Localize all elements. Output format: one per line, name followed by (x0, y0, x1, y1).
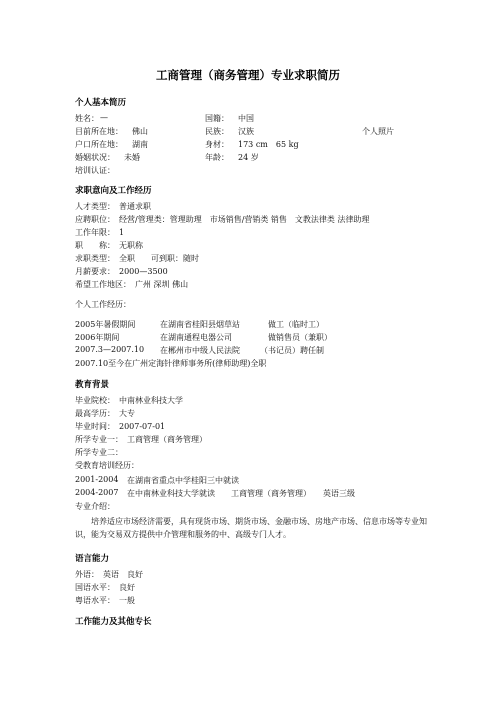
education-line: 毕业院校： 中南林业科技大学 (75, 396, 183, 405)
education-line: 所学专业二： (75, 448, 123, 457)
experience-period: 2005年暑假期间 (75, 320, 136, 329)
education-line: 所学专业一： 工商管理（商务管理） (75, 435, 207, 444)
section-heading-basic: 个人基本简历 (75, 98, 127, 108)
photo-label: 个人照片 (362, 127, 394, 136)
experience-role: （书记员）聘任制 (260, 346, 324, 355)
language-line: 国语水平： 良好 (75, 583, 135, 592)
experience-role: 做工（临时工） (268, 320, 324, 329)
section-heading-language: 语言能力 (75, 554, 110, 564)
education-line: 毕业时间： 2007-07-01 (75, 422, 166, 431)
section-heading-intent: 求职意向及工作经历 (75, 186, 152, 196)
nationality-value: 中国 (238, 114, 254, 123)
intent-line: 希望工作地区： 广州 深圳 佛山 (75, 280, 189, 289)
age-value: 24 岁 (238, 153, 259, 162)
intent-line: 工作年限： 1 (75, 228, 125, 237)
language-line: 粤语水平： 一般 (75, 596, 135, 605)
section-heading-education: 教育背景 (75, 380, 110, 390)
experience-place: 在郴州市中级人民法院 (160, 346, 240, 355)
education-line: 受教育培训经历： (75, 461, 139, 470)
intent-line: 月薪要求： 2000—3500 (75, 267, 168, 276)
education-history-text: 在中南林业科技大学就读 工商管理（商务管理） 英语三级 (127, 489, 355, 498)
major-intro-body: 培养适应市场经济需要，具有现货市场、期货市场、金融市场、房地产市场、信息市场等专业知识，能为交易双方提供中介管理和服务的中、高级专门人才。 (75, 517, 427, 539)
language-line: 外语： 英语 良好 (75, 570, 143, 579)
name-value: — (100, 113, 108, 122)
height-label: 身材： (205, 140, 229, 149)
education-history-text: 在湖南省重点中学桂阳三中就读 (127, 476, 239, 485)
education-history-period: 2004-2007 (75, 488, 119, 497)
experience-place: 在湖南通程电器公司 (160, 333, 232, 342)
location-value: 佛山 (132, 127, 148, 136)
ethnicity-value: 汉族 (238, 127, 254, 136)
experience-role: 做销售员（兼职） (268, 333, 332, 342)
height-value: 173 cm 65 kg (238, 140, 299, 149)
page-title: 工商管理（商务管理）专业求职简历 (156, 68, 340, 82)
intent-line: 求职类型： 全职 可到职：随时 (75, 254, 199, 263)
experience-label: 个人工作经历： (75, 300, 131, 309)
intent-line: 人才类型： 普通求职 (75, 202, 151, 211)
age-label: 年龄： (205, 153, 229, 162)
hukou-label: 户口所在地： (75, 140, 123, 149)
education-history-period: 2001-2004 (75, 475, 119, 484)
major-intro-text (75, 515, 435, 541)
name-label: 姓名： (75, 114, 99, 123)
major-intro-label: 专业介绍： (75, 502, 115, 511)
intent-line: 职 称： 无职称 (75, 241, 143, 250)
marital-label: 婚姻状况： (75, 153, 115, 162)
experience-period: 2007.3—2007.10 (75, 345, 145, 354)
experience-place: 在湖南省桂阳县烟草站 (160, 320, 240, 329)
ethnicity-label: 民族： (205, 127, 229, 136)
education-line: 最高学历： 大专 (75, 409, 135, 418)
certification-label: 培训认证： (75, 166, 115, 175)
intent-line: 应聘职位： 经营/管理类：管理助理 市场销售/营销类 销售 文教法律类 法律助理 (75, 215, 370, 224)
hukou-value: 湖南 (132, 140, 148, 149)
experience-period: 2006年期间 (75, 333, 120, 342)
marital-value: 未婚 (124, 153, 140, 162)
nationality-label: 国籍： (205, 114, 229, 123)
section-heading-skills: 工作能力及其他专长 (75, 617, 152, 627)
location-label: 目前所在地： (75, 127, 123, 136)
experience-current: 2007.10至今在广州定海针律师事务所(律师助理)全职 (75, 359, 267, 368)
